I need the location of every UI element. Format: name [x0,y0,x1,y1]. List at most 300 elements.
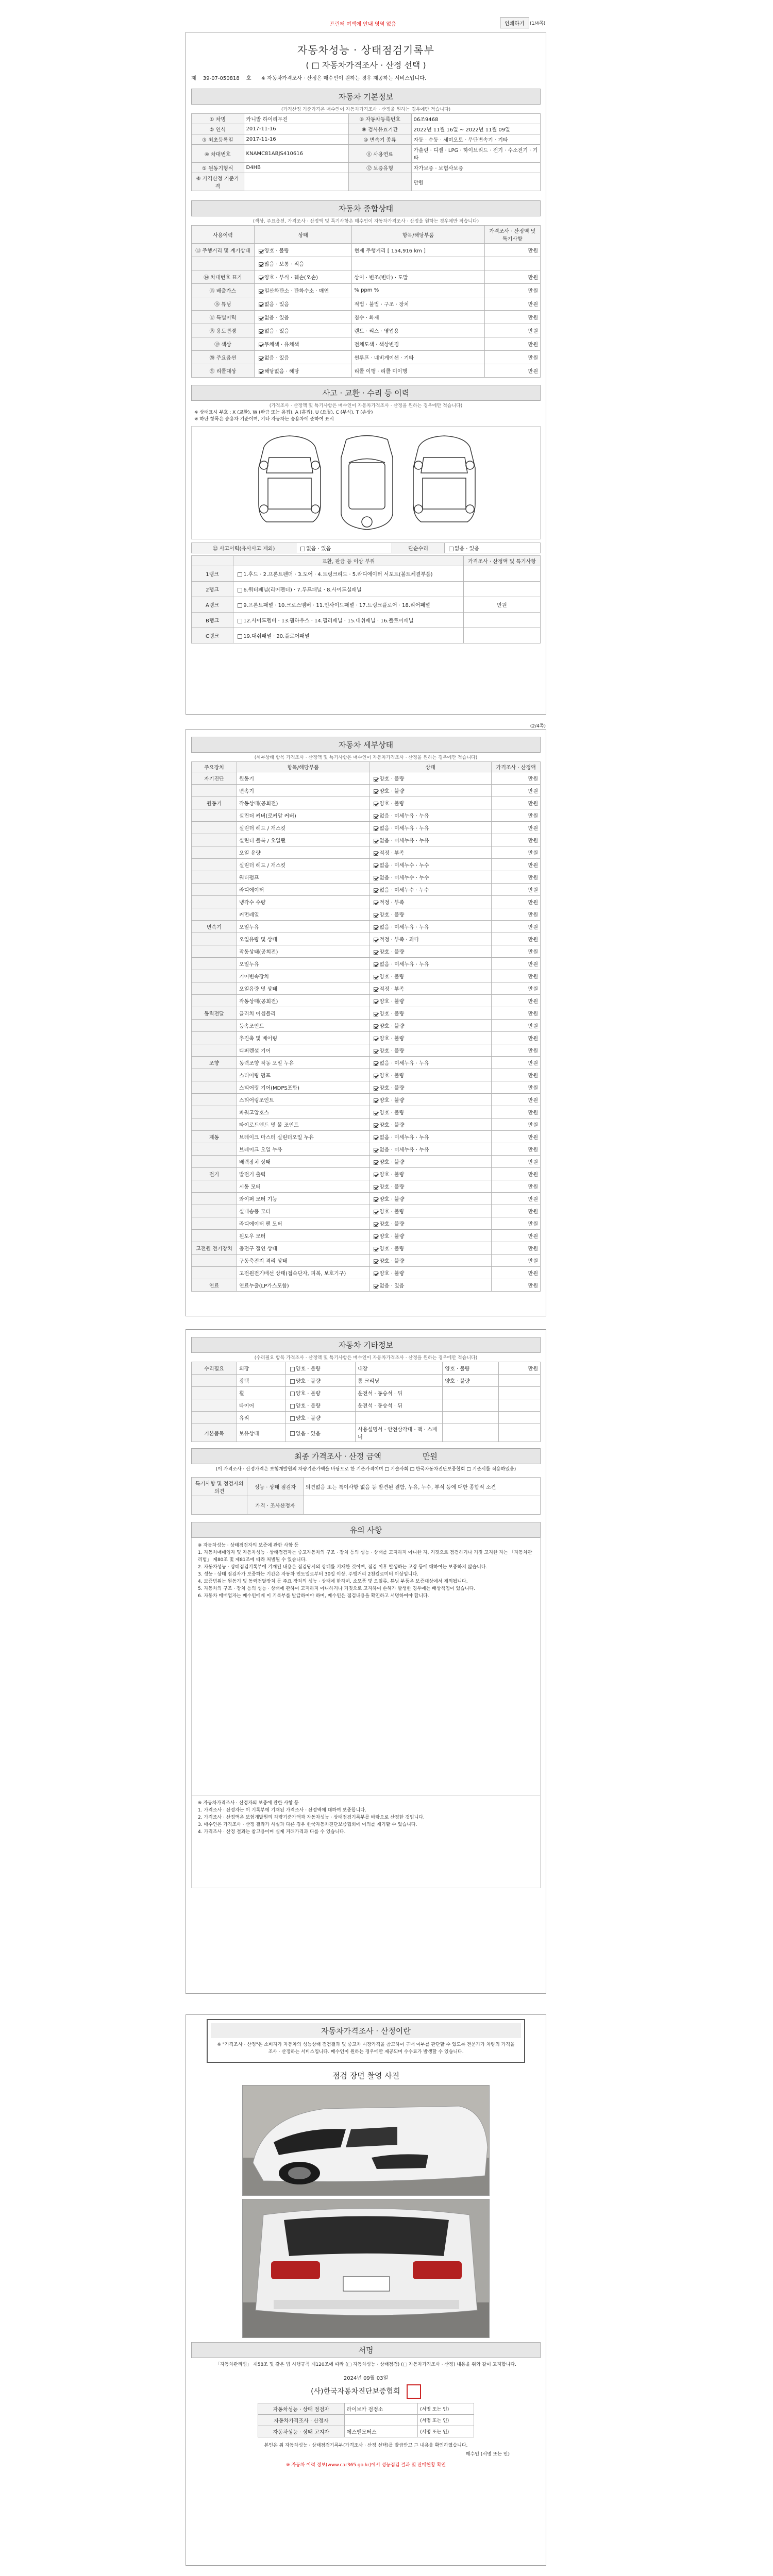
car-rear-photo [243,2199,490,2338]
opinion-label [192,1496,247,1515]
overall-detail: 리콜 이행 · 리콜 미이행 [352,364,484,378]
basic-info-label: ⑧ 자동차등록번호 [348,114,411,124]
checkbox-icon [374,1037,378,1041]
detail-status: 없음 · 미세누유 · 누유 [369,1143,492,1156]
overall-amount: 만원 [484,270,540,284]
opinion-row [192,1478,541,1496]
detail-item: 오일유량 및 상태 [237,933,369,945]
detail-amount: 만원 [492,1131,541,1143]
overall-header: 자동차 종합상태 [191,200,541,216]
detail-col-header: 상태 [369,762,492,772]
checkbox-icon [259,276,263,280]
detail-group [192,1032,237,1044]
detail-status: 양호 · 불량 [369,1255,492,1267]
checkbox-icon [374,975,378,979]
panel-amount [464,566,541,582]
detail-group [192,1020,237,1032]
detail-amount: 만원 [492,1180,541,1193]
panel-rank: 2랭크 [192,582,233,597]
detail-amount: 만원 [492,1094,541,1106]
final-price-title: 최종 가격조사 · 산정 금액 [294,1452,381,1461]
overall-table [191,225,541,378]
checkbox-icon [374,1049,378,1054]
notice-body: ※ 자동차성능 · 상태점검자의 보증에 관한 사항 등 1. 자동차매매업자 및 자동차성능 · 상태점검자는 중고자동차의 구조 · 장치 등의 성능 · 상태를 고지하지 아니한 자, 거짓으로 점검하거나 거짓 고지한 자는 「자동차관리법」 제80조 및 제81조에 따라 처벌될 수 있습니다. 2. 자동차성능 · 상태점검기록부에 기재된 내용은 점검당시의 상태를 기재한 것이며, 점검 이후 발생하는 고장 등에 대하여는 보증하지 않습니다. 3. 성능 · 상태 점검자가 보증하는 기간은 자동차 인도일로부터 30일 이상, 주행거리 2천킬로미터 이상입니다. 4. 보증범위는 원동기 및 동력전달장치 등 주요 장치의 성능 · 상태에 한하며, 소모품 및 오일류, 튜닝 부품은 보증대상에서 제외됩니다. 5. 자동차의 구조 · 장치 등의 성능 · 상태에 관하여 고지하지 아니하거나 거짓으로 고지하여 손해가 발생한 경우에는 배상책임이 있습니다. 6. 자동차 매매업자는 매수인에게 이 기록부를 발급하여야 하며, 매수인은 점검내용을 확인하고 서명하여야 합니다. [191,1538,541,1795]
detail-status: 양호 · 불량 [369,785,492,797]
detail-amount: 만원 [492,785,541,797]
detail-item: 스티어링 펌프 [237,1069,369,1081]
detail-group [192,1106,237,1118]
checkbox-icon [374,1197,378,1202]
detail-status: 적정 · 부족 · 과다 [369,933,492,945]
other-amount [498,1412,540,1424]
checkbox-icon [238,572,242,577]
detail-row [192,1156,541,1168]
photo-front [242,2085,490,2196]
detail-status: 없음 · 미세누유 · 누유 [369,834,492,846]
detail-amount: 만원 [492,945,541,958]
opinion-sublabel: 가격 · 조사산정자 [247,1496,303,1515]
basic-info-label: ② 연식 [192,124,244,134]
detail-table [191,761,541,1292]
detail-amount: 만원 [492,1279,541,1292]
detail-row [192,1143,541,1156]
checkbox-icon [374,1210,378,1214]
sign-org-name: (사)한국자동차진단보증협회 [311,2387,400,2396]
sign-row [258,2415,474,2426]
checkbox-icon [374,987,378,992]
top-bar [186,15,546,31]
detail-group [192,1044,237,1057]
other-amount [498,1375,540,1387]
basic-info-row [192,124,541,134]
opinion-row [192,1496,541,1515]
basic-info-value: 자동 · 수동 · 세미오토 · 무단변속기 · 기타 [411,134,541,145]
checkbox-icon [259,262,263,267]
detail-item: 오일누유 [237,958,369,970]
detail-group: 연료 [192,1279,237,1292]
detail-item: 커먼레일 [237,908,369,921]
detail-row [192,1279,541,1292]
doc-number-suffix: 호 [246,76,251,81]
detail-row [192,1217,541,1230]
detail-note: (세부상태 항목 가격조사 · 산정액 및 특기사항은 매수인이 자동차가격조사 · 산정을 원하는 경우에만 적습니다) [254,755,478,760]
accident-history-label: ㉒ 사고이력(유사사고 제외) [192,543,296,553]
detail-status: 양호 · 불량 [369,1081,492,1094]
other-status: 없음 · 있음 [285,1424,355,1442]
basic-info-value: 2022년 11월 16일 ~ 2022년 11월 09일 [411,124,541,134]
detail-row [192,1044,541,1057]
detail-group: 자기진단 [192,772,237,785]
checkbox-icon [374,1074,378,1078]
detail-status: 양호 · 불량 [369,1044,492,1057]
detail-item: 작동상태(공회전) [237,995,369,1007]
other-item: 타이어 [237,1399,286,1412]
other-item-2 [356,1412,443,1424]
detail-group [192,982,237,995]
detail-status: 없음 · 미세누유 · 누유 [369,921,492,933]
accident-history-table [191,543,541,553]
detail-amount: 만원 [492,921,541,933]
basic-info-value: KNAMC81ABJS410616 [244,145,348,163]
checkbox-icon [374,851,378,856]
overall-detail: 침수 · 화재 [352,311,484,324]
sign-seal: (서명 또는 인) [418,2403,474,2415]
detail-group [192,1180,237,1193]
overall-amount: 만원 [484,297,540,311]
doc-number-label: 제 [191,76,196,81]
overall-detail: 적법 · 불법 · 구조 · 장치 [352,297,484,311]
sign-seal: (서명 또는 인) [418,2415,474,2426]
detail-row [192,1081,541,1094]
sign-table [258,2403,474,2437]
other-status: 양호 · 불량 [285,1412,355,1424]
overall-row [192,324,541,337]
checkbox-icon [259,302,263,307]
panel-parts: 9.프론트패널 · 10.크로스멤버 · 11.인사이드패널 · 17.트렁크플로어 · 18.리어패널 [233,597,464,613]
other-item: 휠 [237,1387,286,1399]
sign-date: 2024년 09월 03일 [343,2376,389,2381]
other-amount [498,1424,540,1442]
detail-group: 동력전달 [192,1007,237,1020]
detail-row [192,1267,541,1279]
detail-amount: 만원 [492,1057,541,1069]
opinion-table [191,1477,541,1515]
detail-row [192,1255,541,1267]
overall-row [192,351,541,364]
checkbox-icon [374,802,378,806]
panel-amount: 만원 [464,597,541,613]
checkbox-icon [259,329,263,334]
panel-table [191,555,541,643]
checkbox-icon [374,1086,378,1091]
basic-info-header: 자동차 기본정보 [191,89,541,105]
detail-status: 없음 · 있음 [369,1279,492,1292]
detail-item: 작동상태(공회전) [237,945,369,958]
detail-item: 발전기 출력 [237,1168,369,1180]
overall-row [192,297,541,311]
final-price-amount: 만원 [422,1452,438,1461]
other-row [192,1387,541,1399]
overall-amount: 만원 [484,324,540,337]
detail-row [192,822,541,834]
detail-row [192,1032,541,1044]
detail-group [192,958,237,970]
basic-info-label: ③ 최초등록일 [192,134,244,145]
checkbox-icon [300,547,305,551]
detail-status: 없음 · 미세누수 · 누수 [369,884,492,896]
detail-row [192,958,541,970]
detail-row [192,834,541,846]
checkbox-icon [374,1222,378,1227]
basic-info-value: 만원 [411,173,541,191]
checkbox-icon [374,888,378,893]
opinion-value [303,1496,540,1515]
detail-item: 실린더 헤드 / 개스킷 [237,822,369,834]
detail-amount: 만원 [492,1242,541,1255]
overall-row [192,244,541,257]
detail-item: 배력장치 상태 [237,1156,369,1168]
other-group: 기본품목 [192,1424,237,1442]
overall-status: 없음 · 있음 [254,311,352,324]
sign-label: 자동차성능 · 상태 고지자 [258,2426,345,2437]
checkbox-icon [374,1012,378,1016]
detail-group [192,945,237,958]
detail-row [192,1020,541,1032]
detail-group [192,995,237,1007]
overall-detail: 렌트 · 리스 · 영업용 [352,324,484,337]
sign-label: 자동차가격조사 · 산정자 [258,2415,345,2426]
sign-seal: (서명 또는 인) [418,2426,474,2437]
overall-label: ⑯ 튜닝 [192,297,255,311]
checkbox-icon [374,1247,378,1251]
panel-row [192,597,541,613]
detail-item: 실내송풍 모터 [237,1205,369,1217]
other-row [192,1399,541,1412]
detail-group [192,933,237,945]
other-status: 양호 · 불량 [285,1387,355,1399]
overall-status: 일산화탄소 · 탄화수소 · 매연 [254,284,352,297]
basic-info-label: ① 차명 [192,114,244,124]
checkbox-icon [374,1272,378,1276]
overall-col-header: 사용이력 [192,226,255,244]
detail-row [192,908,541,921]
basic-info-label: ⑥ 가격산정 기준가격 [192,173,244,191]
detail-row [192,970,541,982]
detail-item: 시동 모터 [237,1180,369,1193]
detail-status: 양호 · 불량 [369,1156,492,1168]
detail-group [192,834,237,846]
detail-group [192,859,237,871]
overall-amount: 만원 [484,337,540,351]
detail-status: 양호 · 불량 [369,908,492,921]
overall-detail: 현재 주행거리 [ 154,916 km ] [352,244,484,257]
service-box-text: ※ "가격조사 · 산정"은 소비자가 자동차의 성능상태 점검결과 및 중고차 시장가격을 참고하여 구매 여부를 판단할 수 있도록 전문가가 차량의 가격을 조사 · 산정하는 서비스입니다. 매수인이 원하는 경우에만 제공되며 수수료가 발생할 수 있습니다. [217,2042,515,2055]
other-amount [498,1387,540,1399]
footer-note: ※ 자동차 이력 정보(www.car365.go.kr)에서 성능점검 결과 및 판매현황 확인 [286,2463,446,2468]
detail-item: 클러치 어셈블리 [237,1007,369,1020]
checkbox-icon [374,913,378,918]
detail-amount: 만원 [492,1217,541,1230]
detail-amount: 만원 [492,896,541,908]
detail-item: 연료누출(LP가스포함) [237,1279,369,1292]
basic-info-note: (가격산정 기준가격은 매수인이 자동차가격조사 · 산정을 원하는 경우에만 적습니다) [281,107,451,112]
sign-text: 「자동차관리법」 제58조 및 같은 법 시행규칙 제120조에 따라 (□ 자동차성능 · 상태점검) (□ 자동차가격조사 · 산정) 내용을 위와 같이 고지합니다. [215,2362,517,2367]
detail-amount: 만원 [492,846,541,859]
accident-legend-2: ※ 하단 항목은 승용차 기준이며, 기타 자동차는 승용차에 준하여 표시 [194,417,334,422]
overall-row [192,364,541,378]
overall-status: 없음 · 있음 [254,297,352,311]
detail-group [192,1217,237,1230]
other-item: 광택 [237,1375,286,1387]
detail-amount: 만원 [492,871,541,884]
checkbox-icon [290,1367,295,1371]
service-box-title: 자동차가격조사 · 산정이란 [211,2023,521,2038]
detail-item: 원동기 [237,772,369,785]
other-item-2: 룸 크리닝 [356,1375,443,1387]
checkbox-icon [374,901,378,905]
checkbox-icon [374,1185,378,1190]
detail-amount: 만원 [492,1168,541,1180]
checkbox-icon [238,603,242,608]
overall-amount: 만원 [484,364,540,378]
detail-amount: 만원 [492,809,541,822]
other-status: 양호 · 불량 [285,1375,355,1387]
basic-info-label: ⑩ 변속기 종류 [348,134,411,145]
basic-info-row [192,163,541,173]
notice-header: 유의 사항 [191,1522,541,1538]
doc-disclaimer: ※ 자동차가격조사 · 산정은 매수인이 원하는 경우 제공하는 서비스입니다. [261,76,427,81]
other-group: 수리필요 [192,1362,237,1375]
detail-item: 디퍼렌셜 기어 [237,1044,369,1057]
detail-amount: 만원 [492,822,541,834]
detail-row [192,871,541,884]
detail-row [192,809,541,822]
detail-amount: 만원 [492,908,541,921]
detail-item: 실린더 블록 / 오일팬 [237,834,369,846]
basic-info-value: 06조9468 [411,114,541,124]
final-price-header [191,1448,541,1464]
overall-detail: 썬루프 · 네비게이션 · 기타 [352,351,484,364]
car-diagram [191,426,541,539]
basic-info-label [348,173,411,191]
checkbox-icon [374,1234,378,1239]
detail-status: 양호 · 불량 [369,1069,492,1081]
detail-group [192,785,237,797]
service-box [207,2019,525,2063]
detail-col-header: 항목/해당부품 [237,762,369,772]
detail-amount: 만원 [492,1156,541,1168]
other-group [192,1412,237,1424]
detail-item: 구동축전지 격리 상태 [237,1255,369,1267]
sign-value [344,2415,417,2426]
other-item: 유리 [237,1412,286,1424]
detail-item: 브레이크 오일 누유 [237,1143,369,1156]
checkbox-icon [374,826,378,831]
other-status-2: 양호 · 불량 [443,1362,498,1375]
overall-detail: % ppm % [352,284,484,297]
other-group [192,1399,237,1412]
checkbox-icon [374,950,378,955]
detail-item: 타이로드엔드 및 볼 조인트 [237,1118,369,1131]
overall-status: 많음 · 보통 · 적음 [254,257,352,270]
doc-number-line [191,74,541,81]
page-4 [186,2014,546,2566]
panel-rank: 1랭크 [192,566,233,582]
basic-info-label: ⑤ 원동기형식 [192,163,244,173]
basic-info-label: ⑨ 검사유효기간 [348,124,411,134]
detail-status: 양호 · 불량 [369,772,492,785]
detail-group [192,1094,237,1106]
detail-status: 없음 · 미세누유 · 누유 [369,1057,492,1069]
detail-amount: 만원 [492,995,541,1007]
panel-rank: B랭크 [192,613,233,628]
overall-status: 양호 · 부식 · 훼손(오손) [254,270,352,284]
detail-group: 원동기 [192,797,237,809]
detail-group [192,884,237,896]
detail-row [192,982,541,995]
detail-group [192,1156,237,1168]
detail-status: 양호 · 불량 [369,1193,492,1205]
accident-legend: ※ 상태표시 부호 : X (교환), W (판금 또는 용접), A (흠집), U (요철), C (부식), T (손상) [194,410,373,415]
detail-status: 없음 · 미세누유 · 누유 [369,809,492,822]
detail-item: 파워고압호스 [237,1106,369,1118]
other-group [192,1375,237,1387]
detail-amount: 만원 [492,1081,541,1094]
checkbox-icon [374,1284,378,1289]
detail-group: 조향 [192,1057,237,1069]
detail-item: 고전원전기배선 상태(접속단자, 피복, 보호기구) [237,1267,369,1279]
detail-amount: 만원 [492,1205,541,1217]
detail-col-header: 가격조사 · 산정액 [492,762,541,772]
detail-header: 자동차 세부상태 [191,737,541,753]
detail-item: 오일유량 및 상태 [237,982,369,995]
overall-label: ⑭ 차대번호 표기 [192,270,255,284]
detail-row [192,945,541,958]
page-number: (2/4쪽) [530,724,546,729]
print-button[interactable]: 인쇄하기 [500,18,529,28]
detail-amount: 만원 [492,1069,541,1081]
checkbox-icon [259,343,263,347]
detail-status: 양호 · 불량 [369,995,492,1007]
other-item: 외장 [237,1362,286,1375]
overall-detail: 전체도색 · 색상변경 [352,337,484,351]
basic-info-row [192,114,541,124]
detail-item: 변속기 [237,785,369,797]
page-number: (1/4쪽) [530,21,546,26]
panel-rank: A랭크 [192,597,233,613]
sign-header: 서명 [191,2342,541,2358]
sign-value: 라이브카 검정소 [344,2403,417,2415]
detail-status: 양호 · 불량 [369,797,492,809]
overall-row [192,284,541,297]
detail-row [192,1118,541,1131]
detail-item: 동력조향 작동 오일 누유 [237,1057,369,1069]
detail-amount: 만원 [492,970,541,982]
basic-info-value: 자가보증 · 보험사보증 [411,163,541,173]
detail-row [192,1007,541,1020]
overall-col-header: 가격조사 · 산정액 및 특기사항 [484,226,540,244]
overall-amount: 만원 [484,244,540,257]
checkbox-icon [374,1259,378,1264]
detail-item: 스티어링 기어(MDPS포함) [237,1081,369,1094]
notice-body-2: ※ 자동차가격조사 · 산정자의 보증에 관한 사항 등 1. 가격조사 · 산정자는 이 기록부에 기재된 가격조사 · 산정액에 대하여 보증합니다. 2. 가격조사 · 산정액은 보험개발원의 차량기준가액과 자동차성능 · 상태점검기록부를 바탕으로 산정한 것입니다. 3. 매수인은 가격조사 · 산정 결과가 사실과 다른 경우 한국자동차진단보증협회에 이의를 제기할 수 있습니다. 4. 가격조사 · 산정 결과는 참고용이며 실제 거래가격과 다를 수 있습니다. [191,1795,541,1888]
detail-row [192,921,541,933]
checkbox-icon [290,1392,295,1396]
other-status-2: 양호 · 불량 [443,1375,498,1387]
checkbox-icon [374,1111,378,1115]
panel-parts: 6.쿼터패널(리어펜더) · 7.루프패널 · 8.사이드실패널 [233,582,464,597]
overall-row [192,337,541,351]
checkbox-icon [259,249,263,253]
detail-group: 전기 [192,1168,237,1180]
detail-row [192,1205,541,1217]
overall-label: ⑱ 용도변경 [192,324,255,337]
detail-group [192,822,237,834]
overall-row [192,257,541,270]
checkbox-icon [374,789,378,794]
final-price-note: (이 가격조사 · 산정가격은 보험개발원의 차량기준가액을 바탕으로 한 기준가격이며 □ 기술사회 □ 한국자동차진단보증협회 □ 기준서를 적용하였음) [215,1467,516,1472]
other-status-2 [443,1387,498,1399]
detail-status: 양호 · 불량 [369,1032,492,1044]
checkbox-icon [290,1404,295,1409]
checkbox-icon [290,1416,295,1421]
detail-item: 오일 유량 [237,846,369,859]
buyer-line: 본인은 위 자동차성능 · 상태점검기록부(가격조사 · 산정 선택)를 발급받고 그 내용을 확인하였습니다. [264,2443,468,2448]
detail-row [192,1180,541,1193]
other-amount [498,1399,540,1412]
detail-status: 양호 · 불량 [369,1267,492,1279]
detail-group: 고전원 전기장치 [192,1242,237,1255]
